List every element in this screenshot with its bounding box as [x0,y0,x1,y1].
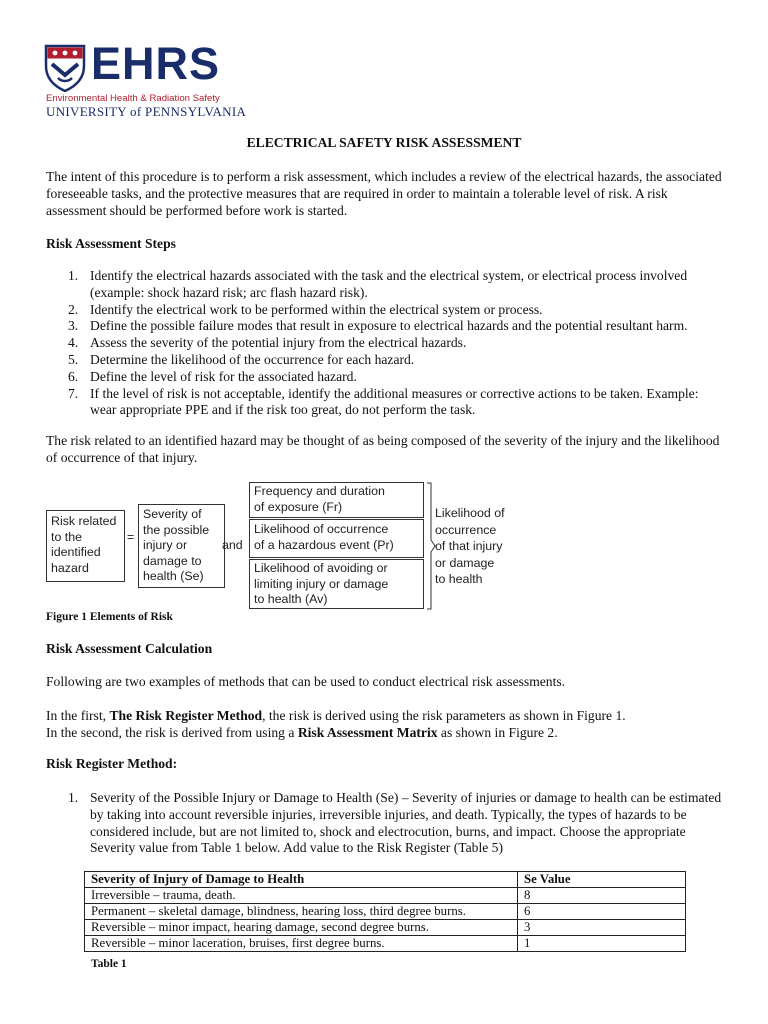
table-cell: 8 [518,888,686,904]
text-run: , the risk is derived using the risk parameters as shown in Figure 1. [262,708,626,723]
text-run: as shown in Figure 2. [437,724,558,740]
table-row [85,936,686,952]
figure-line: to the [51,529,83,544]
figure-line: of a hazardous event (Pr) [254,537,394,552]
table-caption: Table 1 [91,958,127,970]
text-run: In the second, the risk is derived from using a [46,724,298,740]
table-cell: 3 [518,920,686,936]
equals-sign: = [127,530,135,544]
text-run: In the first, [46,708,110,723]
first-method-line [46,708,746,725]
frequency-box [249,482,424,518]
step-text: Define the level of risk for the associated hazard. [90,368,357,384]
likelihood-text [435,505,505,588]
steps-heading: Risk Assessment Steps [46,236,176,251]
step-number: 1. [68,268,79,283]
table-cell: 1 [518,936,686,952]
risk-related-paragraph: The risk related to an identified hazard may be thought of as being composed of the severity of the injury and the likelihood of occurrence of that injury. [46,433,720,465]
step-item [46,335,726,352]
figure-line: health (Se) [143,569,204,583]
step-item [46,352,726,369]
figure-line: of that injury [435,539,503,553]
step-text: If the level of risk is not acceptable, identify the additional measures or corrective actions to be taken. Example: wear appropriate PPE and if the risk too great, do not perform the task. [90,385,699,418]
figure-line: Severity of [143,507,202,521]
severity-box [138,504,225,588]
calculation-heading: Risk Assessment Calculation [46,641,213,656]
logo-wordmark: EHRS [91,38,221,89]
table-header: Se Value [518,872,686,888]
logo-university: UNIVERSITY of PENNSYLVANIA [46,104,247,119]
figure-line: Risk related [51,514,117,528]
occurrence-box [249,519,424,558]
figure-caption: Figure 1 Elements of Risk [46,611,173,623]
method-text: Severity of the Possible Injury or Damage to Health (Se) – Severity of injuries or damage to health can be estimated by taking into account reversible injuries, irreversible injuries, and death. Typically, the types of hazards to be considered include, but are not limited to, shock and electrocution, burns, and impact. Choose the appropriate Severity value from Table 1 below. Add value to the Risk Register (Table 5) [90,790,722,856]
figure-line: hazard [51,560,89,575]
figure-line: or damage [435,555,495,570]
logo-subtitle: Environmental Health & Radiation Safety [46,93,220,104]
and-word: and [222,538,243,552]
table-cell: Irreversible – trauma, death. [85,888,518,904]
figure-line: occurrence [435,522,497,537]
figure-line: Likelihood of occurrence [254,522,389,536]
step-text: Assess the severity of the potential injury from the electrical hazards. [90,335,467,351]
document-title: ELECTRICAL SAFETY RISK ASSESSMENT [246,135,522,150]
step-item [46,369,726,386]
figure-line: to health (Av) [254,592,328,606]
table-cell: Reversible – minor impact, hearing damage, second degree burns. [85,920,518,936]
intro-paragraph: The intent of this procedure is to perform a risk assessment, which includes a review of the electrical hazards, the associated foreseeable tasks, and the protective measures that are required in order to maintain a tolerable level of risk. A risk assessment should be performed before work is started. [46,169,722,218]
figure-line: to health [435,572,483,586]
register-method-heading: Risk Register Method: [46,756,178,771]
table-header: Severity of Injury of Damage to Health [85,872,518,888]
figure-line: damage to [143,553,202,568]
step-text: Define the possible failure modes that result in exposure to electrical hazards and the potential resultant harm. [90,318,688,334]
figure-line: of exposure (Fr) [254,499,343,514]
risk-register-method-term: The Risk Register Method [109,708,263,723]
figure-line: injury or [143,538,188,552]
figure-line: Likelihood of avoiding or [254,561,388,575]
step-text: Determine the likelihood of the occurrence for each hazard. [90,351,415,367]
step-number: 4. [68,335,79,351]
table-row [85,888,686,904]
avoiding-box [249,559,424,609]
methods-paragraph [46,708,746,742]
step-number: 6. [68,368,79,384]
elements-of-risk-figure [46,482,526,610]
severity-table [84,871,686,952]
step-text: Identify the electrical hazards associated with the task and the electrical system, or electrical process involved (example: shock hazard risk; arc flash hazard risk). [90,268,688,300]
method-list [46,790,726,857]
figure-line: Likelihood of [435,506,505,520]
step-number: 7. [68,385,79,401]
risk-matrix-term: Risk Assessment Matrix [297,724,438,740]
table-row [85,904,686,920]
risk-related-box [46,510,125,582]
step-item [46,386,726,420]
method-item [46,790,726,857]
step-number: 2. [68,301,79,317]
ehrs-logo [44,38,247,119]
table-cell: Reversible – minor laceration, bruises, first degree burns. [85,936,518,952]
step-item [46,318,726,335]
table-header-row [85,872,686,888]
figure-line: limiting injury or damage [254,576,389,591]
figure-line: identified [51,545,101,559]
following-paragraph: Following are two examples of methods that can be used to conduct electrical risk assessments. [46,674,566,689]
steps-list [46,268,726,419]
step-text: Identify the electrical work to be performed within the electrical system or process. [90,301,543,317]
step-number: 3. [68,318,79,334]
table-row [85,920,686,936]
figure-line: Frequency and duration [254,484,385,498]
figure-line: the possible [143,522,210,537]
method-number: 1. [68,790,79,805]
table-cell: Permanent – skeletal damage, blindness, hearing loss, third degree burns. [85,904,518,920]
step-number: 5. [68,351,79,367]
table-cell: 6 [518,904,686,920]
step-item [46,302,726,319]
step-item [46,268,726,302]
second-method-line [46,725,746,742]
penn-shield-icon [44,44,86,92]
